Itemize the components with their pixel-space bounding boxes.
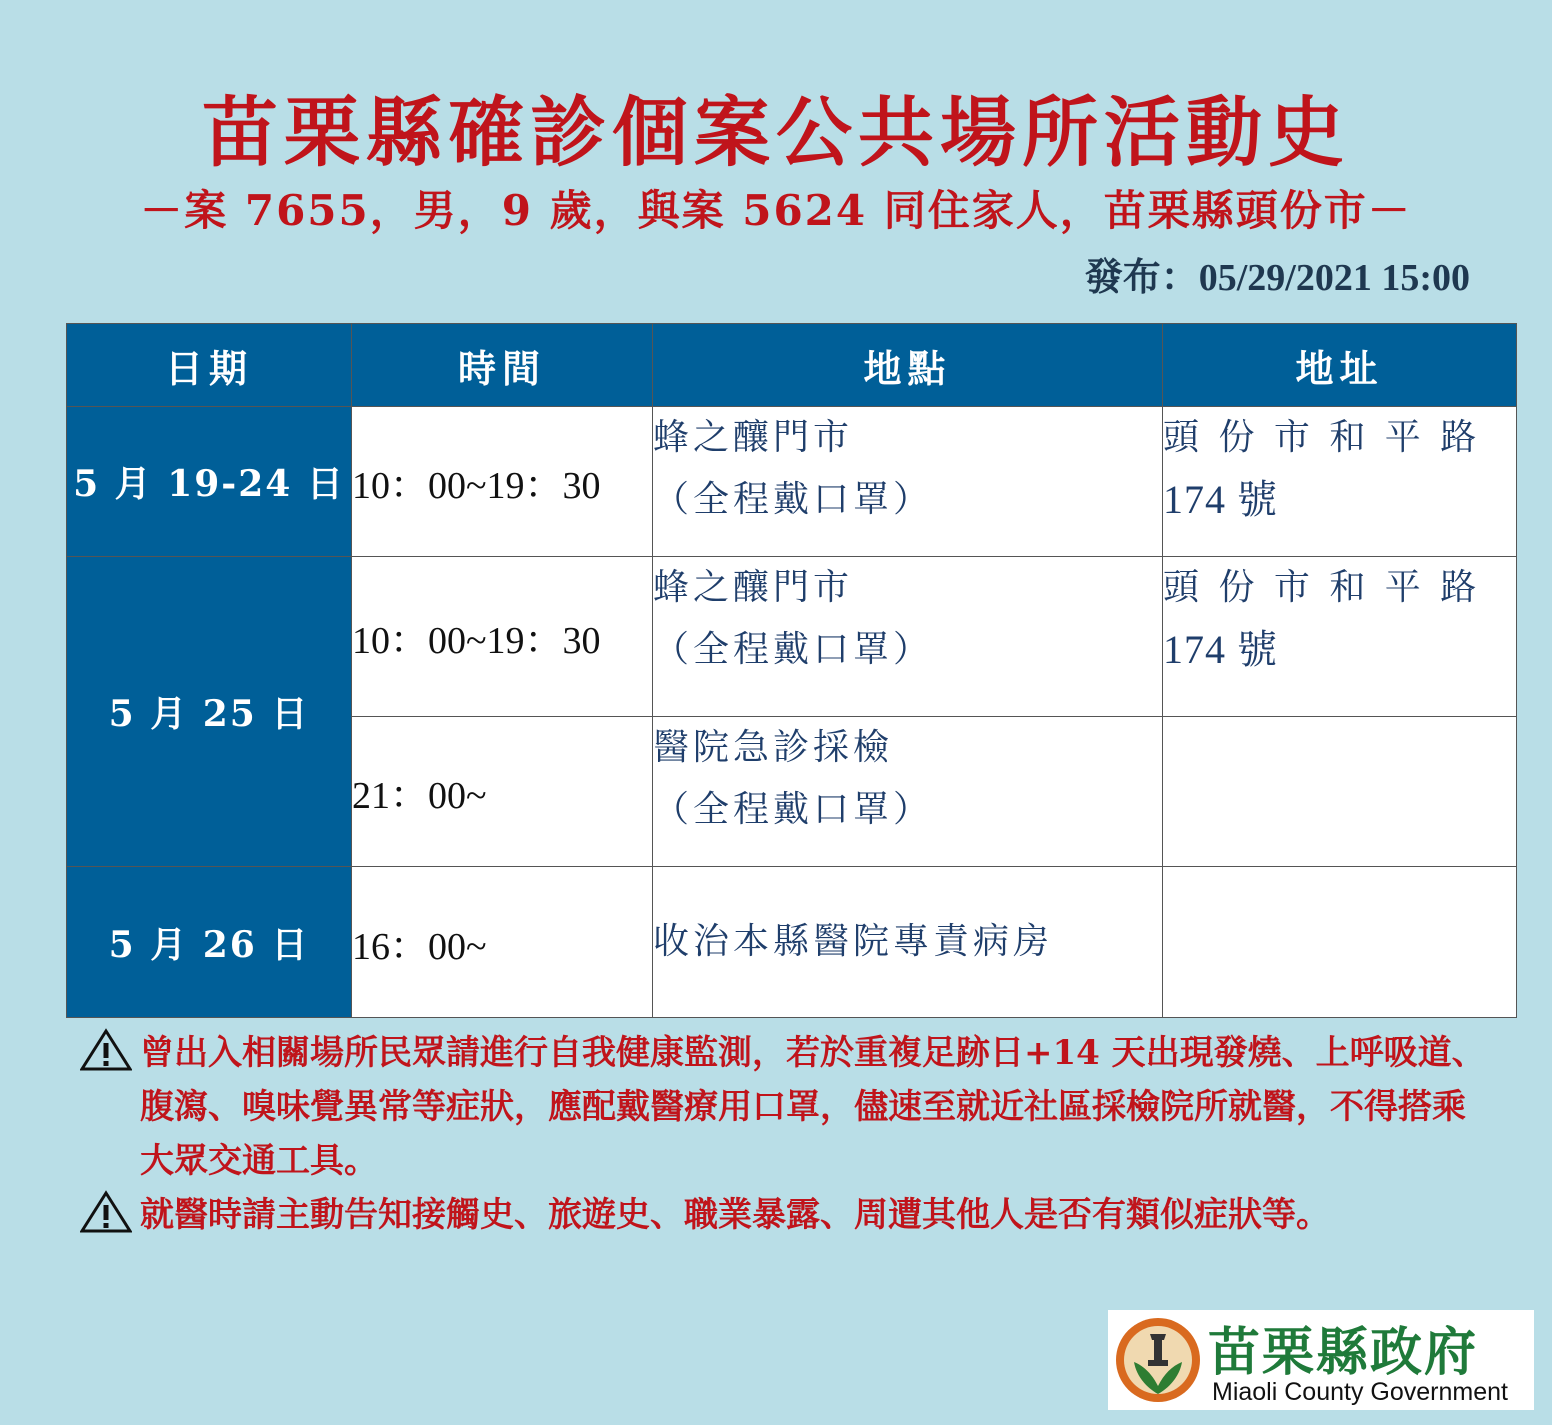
place-note: （全程戴口罩） — [653, 479, 934, 520]
note-item — [80, 1188, 1490, 1242]
row-time: 10：00~19：30 — [352, 407, 653, 557]
publish-timestamp: 發布：05/29/2021 15:00 — [1084, 257, 1470, 299]
table-row — [67, 867, 1517, 1018]
case-subtitle: －案 7655，男，9 歲，與案 5624 同住家人，苗栗縣頭份市－ — [140, 186, 1412, 235]
header-date: 日期 — [67, 324, 352, 407]
place-name: 醫院急診採檢 — [653, 727, 894, 768]
table-header-row — [67, 324, 1517, 407]
row-address — [1163, 867, 1517, 1018]
table-row — [67, 407, 1517, 557]
warning-icon — [80, 1028, 132, 1072]
note-text: 就醫時請主動告知接觸史、旅遊史、職業暴露、周遭其他人是否有類似症狀等。 — [140, 1195, 1330, 1235]
row-date: 5 月 25 日 — [67, 557, 352, 867]
header-time: 時間 — [352, 324, 653, 407]
warning-icon — [80, 1190, 132, 1234]
row-address — [1163, 557, 1517, 717]
row-address — [1163, 407, 1517, 557]
address-street: 頭 份 市 和 平 路 — [1163, 417, 1481, 458]
county-logo-icon — [1114, 1316, 1202, 1404]
table-row — [67, 557, 1517, 717]
note-item — [80, 1026, 1490, 1188]
county-logo — [1108, 1310, 1534, 1410]
note-text: 曾出入相關場所民眾請進行自我健康監測，若於重複足跡日+14 天出現發燒、上呼吸道、腹瀉、嗅味覺異常等症狀，應配戴醫療用口罩，儘速至就近社區採檢院所就醫，不得搭乘大眾交通工具。 — [140, 1033, 1486, 1181]
row-place — [653, 557, 1163, 717]
place-name: 蜂之釀門市 — [653, 567, 854, 608]
row-time: 10：00~19：30 — [352, 557, 653, 717]
address-number: 174 號 — [1163, 627, 1278, 672]
row-date: 5 月 26 日 — [67, 867, 352, 1018]
logo-name: 苗栗縣政府 — [1208, 1322, 1479, 1383]
row-date: 5 月 19-24 日 — [67, 407, 352, 557]
row-address — [1163, 717, 1517, 867]
health-notes — [80, 1026, 1490, 1242]
header-address: 地址 — [1163, 324, 1517, 407]
row-place — [653, 717, 1163, 867]
address-number: 174 號 — [1163, 477, 1278, 522]
row-time: 21：00~ — [352, 717, 653, 867]
row-time: 16：00~ — [352, 867, 653, 1018]
page-title: 苗栗縣確診個案公共場所活動史 — [202, 88, 1350, 177]
place-name: 蜂之釀門市 — [653, 417, 854, 458]
logo-english: Miaoli County Government — [1212, 1378, 1508, 1406]
row-place — [653, 407, 1163, 557]
place-note: （全程戴口罩） — [653, 629, 934, 670]
row-place: 收治本縣醫院專責病房 — [653, 867, 1163, 1018]
header-place: 地點 — [653, 324, 1163, 407]
place-note: （全程戴口罩） — [653, 789, 934, 830]
address-street: 頭 份 市 和 平 路 — [1163, 567, 1481, 608]
activity-table — [66, 323, 1517, 1018]
